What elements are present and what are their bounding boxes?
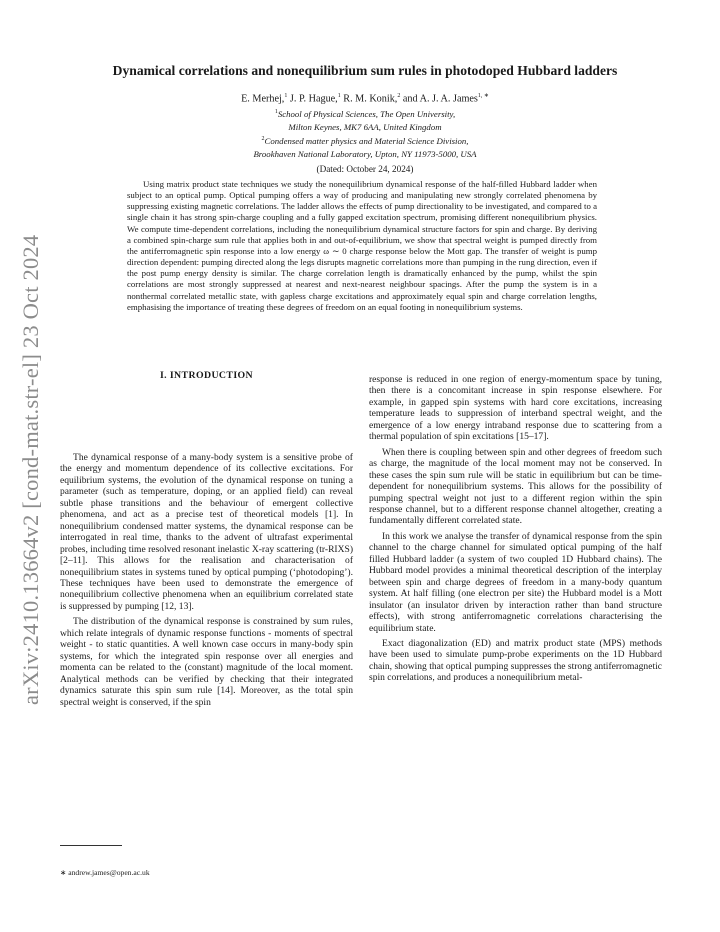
author-affil-mark: 1, ∗: [477, 93, 489, 99]
author-name: and A. J. A. James: [402, 93, 478, 105]
author-name: R. M. Konik,: [343, 93, 398, 105]
left-column: [60, 452, 353, 712]
affiliation-line: $^1$School of Physical Sciences, The Open University,: [274, 108, 456, 119]
paragraph: The distribution of the dynamical response is constrained by sum rules, which relate integrals of dynamic response functions - moments of spectral weight - to static quantities. A well known case occurs in many-body spin systems, for which the integrated spin response over all energies and momenta can be related to the (constant) magnitude of the local moment. Analytical methods can be verified by checking that their integrated dynamics saturate this spin sum rule [14]. Moreover, as the total spin spectral weight is conserved, if the spin: [60, 616, 353, 708]
right-column: [369, 374, 662, 688]
footnote-divider: [60, 845, 122, 846]
author-list: [60, 92, 670, 104]
affiliations: [60, 107, 670, 160]
paragraph: When there is coupling between spin and other degrees of freedom such as charge, the magnitude of the local moment may not be conserved. In these cases the spin sum rule will be static in equilibrium but can be time-dependent for nonequilibrium systems. This allows for the possibility of pumping spectral weight not just to a different region within the spin response channel, but to a different response channel altogether, creating a fundamentally different correlated state.: [369, 446, 662, 527]
author-affil-mark: 2: [397, 93, 401, 99]
paragraph: response is reduced in one region of energy-momentum space by tuning, then there is a concomitant increase in spin response elsewhere. For example, in gapped spin systems with hard core excitations, increasing temperature leads to suppression of interband spectral weight, and the emergence of a low energy intraband response due to scattering from a thermal population of spin excitations [15–17].: [369, 374, 662, 443]
abstract: Using matrix product state techniques we study the nonequilibrium dynamical response of the half-filled Hubbard ladder when subject to an optical pump. Optical pumping offers a way of producing and manipulating new strongly correlated phenomena by suppressing existing magnetic correlations. The ladder allows the effects of pump directionality to be investigated, and compared to a single chain it has strong spin-charge coupling and a fully gapped excitation spectrum, promising different nonequilibrium physics. We compute time-dependent correlations, including the nonequilibrium dynamical structure factors for spin and charge. By deriving a combined spin-charge sum rule that applies both in and out-of-equilibrium, we show that spectral weight is pumped directly from the antiferromagnetic spin response into a low energy ω ∼ 0 charge response below the Mott gap. The transfer of weight is pump direction dependent: pumping directed along the legs disrupts magnetic correlations more than pumping in the rung direction, even if the post pump energy density is similar. The charge correlation length is dramatically enhanced by the pump, whilst the spin correlations are most strongly suppressed at nearest and next-nearest neighbour spacings. After the pump the system is in a nonthermal correlated metallic state, with gapless charge excitations and approximately equal spin and charge correlation lengths, emphasising the importance of treating these degrees of freedom on an equal footing in nonequilibrium systems.: [127, 179, 597, 312]
paragraph: The dynamical response of a many-body system is a sensitive probe of the energy and momentum dependence of its collective excitations. For equilibrium systems, the evolution of the dynamical response on tuning a parameter (such as temperature, doping, or an applied field) can reveal subtle phase transitions and the behaviour of emergent collective phenomena, and act as a precise test of theoretical models [1]. In nonequilibrium condensed matter systems, the dynamical response can be interrogated in real time, thanks to the advent of ultrafast experimental probes, including time resolved resonant inelastic X-ray scattering (tr-RIXS) [2–11]. This allows for the realisation and characterisation of nonequilibrium states in systems tuned by optical pumping (‘photodoping’). These techniques have been used to demonstrate the emergence of nonequilibrium collective phenomena when an equilibrium correlated state is suppressed by pumping [12, 13].: [60, 452, 353, 612]
section-heading-introduction: I. INTRODUCTION: [159, 370, 254, 381]
arxiv-identifier: arXiv:2410.13664v2 [cond-mat.str-el] 23 Oct 2024: [18, 234, 43, 705]
affiliation-line: $^2$Condensed matter physics and Material Science Division,: [261, 135, 469, 146]
author-name: J. P. Hague,: [289, 93, 338, 105]
paragraph: In this work we analyse the transfer of dynamical response from the spin channel to the charge channel for simulated optical pumping of the half filled Hubbard ladder (a system of two coupled 1D Hubbard chains). The Hubbard model provides a minimal theoretical description of the interplay between spin and charge degrees of freedom in a many-body quantum system. At half filling (one electron per site) the Hubbard model is a Mott insulator (an insulator driven by interaction rather than band structure effects), with strong antiferromagnetic correlations characterising the equilibrium state.: [369, 530, 662, 634]
paper-title: Dynamical correlations and nonequilibrium sum rules in photodoped Hubbard ladders: [112, 63, 618, 78]
date-line: (Dated: October 24, 2024): [316, 164, 414, 174]
affiliation-line: Brookhaven National Laboratory, Upton, NY 11973-5000, USA: [253, 148, 477, 159]
author-affil-mark: 1: [337, 93, 341, 99]
affiliation-line: Milton Keynes, MK7 6AA, United Kingdom: [288, 122, 442, 133]
footnote-email: ∗ andrew.james@open.ac.uk: [60, 868, 150, 877]
author-name: E. Merhej,: [241, 93, 285, 105]
author-affil-mark: 1: [284, 93, 288, 99]
paragraph: Exact diagonalization (ED) and matrix product state (MPS) methods have been used to simulate pump-probe experiments on the 1D Hubbard chain, showing that optical pumping suppresses the strong antiferromagnetic spin correlations, and produces a nonequilibrium metal-: [369, 637, 662, 684]
